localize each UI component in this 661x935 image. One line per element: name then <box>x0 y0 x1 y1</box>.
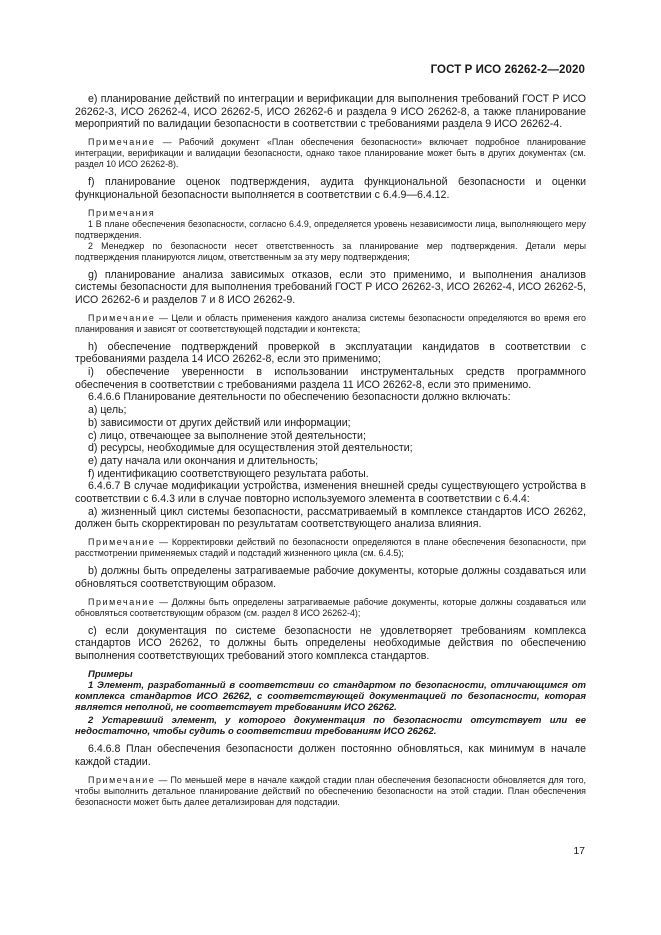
note-text: Должны быть определены затрагиваемые рабочие документы, которые должны создаваться или обновляться соответствующим образом (см. раздел 8 ИСО 26262-4); <box>75 596 586 618</box>
item-h: h) обеспечение подтверждений проверкой в эксплуатации кандидатов в соответствии с требованиями раздела 14 ИСО 26262-8, если это применимо; <box>75 340 586 366</box>
note-text: Корректировки действий по безопасности определяются в плане обеспечения безопасности, при расстмотрении применяемых стадий и подстадий жизненного цикла (см. 6.4.5); <box>75 537 586 559</box>
examples-heading: Примеры <box>88 668 133 680</box>
clause-6-4-6-7: 6.4.6.7 В случае модификации устройства, изменения внешней среды существующего устройства в соответствии с 6.4.3 или в случае повторно используемого элемента в соответствии с 6.4.4: <box>75 480 586 506</box>
example-2: 2 Устаревший элемент, у которого документация по безопасности отсутствует или ее недостаточно, чтобы судить о соответствии требованиям ИСО 26262. <box>75 714 586 737</box>
clause-6-4-6-8: 6.4.6.8 План обеспечения безопасности должен постоянно обновляться, как минимум в начале каждой стадии. <box>75 743 586 768</box>
note-a-6-4-6-7 <box>75 537 586 559</box>
item-g: g) планирование анализа зависимых отказов, если это применимо, и выполнения анализов системы безопасности для выполнения требований ГОСТ Р ИСО 26262-3, ИСО 26262-4, ИСО 26262-5, ИСО 26262-6 и разделов 7 и 8 ИСО 26262-9. <box>75 268 586 306</box>
note-text: Цели и область применения каждого анализа системы безопасности определяются во время его планирования и зависят от соответствующей подстадии и контекста; <box>75 312 586 334</box>
list-item: с) лицо, отвечающее за выполнение этой деятельности; <box>88 429 366 442</box>
list-item: f) идентификацию соответствующего результата работы. <box>88 467 369 480</box>
note-label: Примечание <box>88 137 156 148</box>
item-e: е) планирование действий по интеграции и верификации для выполнения требований ГОСТ Р ИСО 26262-3, ИСО 26262-4, ИСО 26262-5, ИСО 26262-6 и раздела 9 ИСО 26262-8, а также планирование мероприятий по валидации безопасности в соответствии с требованиями раздела 9 ИСО 26262-4. <box>75 93 586 131</box>
page-header: ГОСТ Р ИСО 26262-2—2020 <box>430 64 585 76</box>
note-text: Рабочий документ «План обеспечения безопасности» включает подробное планирование интеграции, верификации и валидации безопасности, однако такое планирование может быть в других документах (см. раздел 10 ИСО 26262-8). <box>75 137 586 170</box>
page-content <box>75 93 586 814</box>
list-item: b) зависимости от других действий или информации; <box>88 416 351 429</box>
item-b-6-4-6-7: b) должны быть определены затрагиваемые рабочие документы, которые должны создаваться или обновляться соответствующим образом. <box>75 565 586 590</box>
notes-label: Примечания <box>88 207 156 218</box>
notes-heading <box>75 208 586 219</box>
note-6-4-6-8 <box>75 775 586 808</box>
note-label: Примечание <box>88 596 156 607</box>
note-e <box>75 137 586 170</box>
note-label: Примечание <box>88 312 156 323</box>
example-1: 1 Элемент, разработанный в соответствии со стандартом по безопасности, отличающимся от комплекса стандартов ИСО 26262, с соответствующей документацией по безопасности, которая является неполной, не соответствует требованиям ИСО 26262. <box>75 679 586 714</box>
note-b-6-4-6-7 <box>75 597 586 619</box>
list-item: е) дату начала или окончания и длительность; <box>88 454 319 467</box>
clause-6-4-6-6: 6.4.6.6 Планирование деятельности по обеспечению безопасности должно включать: <box>88 391 511 404</box>
note-dash: — <box>155 312 172 323</box>
list-item: а) цель; <box>88 404 127 417</box>
note-label: Примечание <box>88 774 156 785</box>
item-i: i) обеспечение уверенности в использовании инструментальных средств программного обеспечения в соответствии с требованиями раздела 11 ИСО 26262-8, если это применимо. <box>75 366 586 391</box>
note-g <box>75 313 586 335</box>
note-f-1: 1 В плане обеспечения безопасности, согласно 6.4.9, определяется уровень независимости лица, выполняющего меру подтверждения. <box>75 218 586 240</box>
note-dash: — <box>155 537 172 548</box>
list-item: d) ресурсы, необходимые для осуществления этой деятельности; <box>88 442 413 455</box>
note-dash: — <box>155 137 179 148</box>
item-c-6-4-6-7: с) если документация по системе безопасности не удовлетворяет требованиям комплекса стандартов ИСО 26262, то должны быть определены необходимые действия по обеспечению выполнения соответствующих требований этого комплекса стандартов. <box>75 624 586 662</box>
note-dash: — <box>155 774 171 785</box>
item-a-6-4-6-7: а) жизненный цикл системы безопасности, рассматриваемый в комплексе стандартов ИСО 26262, должен быть скорректирован по результатам соответствующего анализа влияния. <box>75 505 586 531</box>
note-dash: — <box>155 596 172 607</box>
item-f: f) планирование оценок подтверждения, аудита функциональной безопасности и оценки функциональной безопасности выполняется в соответствии с 6.4.9—6.4.12. <box>75 176 586 201</box>
page-number: 17 <box>573 845 585 857</box>
note-label: Примечание <box>88 537 156 548</box>
note-text: По меньшей мере в начале каждой стадии план обеспечения безопасности обновляется для того, чтобы выполнить детальное планирование действий по обеспечению безопасности на этой стадии. План обеспечения безопасности может быть далее детализирован для подстадии. <box>75 774 586 807</box>
note-f-2: 2 Менеджер по безопасности несет ответственность за планирование мер подтверждения. Детали меры подтверждения планируются лицом, ответственным за эту меру подтверждения; <box>75 240 586 262</box>
